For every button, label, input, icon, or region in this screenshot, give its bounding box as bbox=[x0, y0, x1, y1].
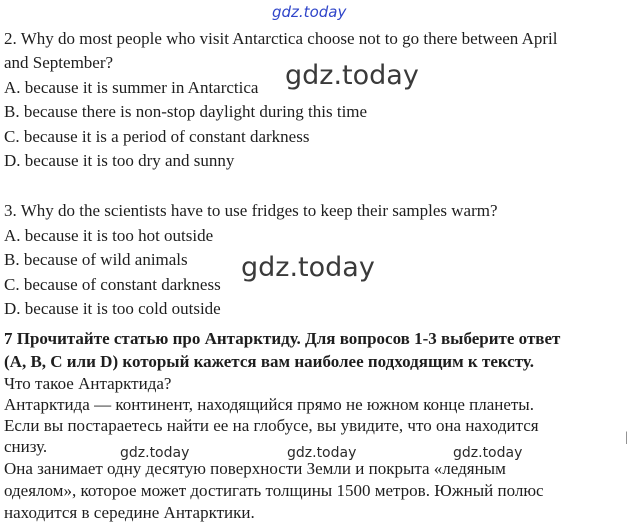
task-7-text-line2: Если вы постараетесь найти ее на глобусе, вы увидите, что она находится bbox=[4, 416, 539, 435]
question-2-option-b: B. because there is non-stop daylight during this time bbox=[4, 102, 368, 121]
question-2-option-c: C. because it is a period of constant darkness bbox=[4, 127, 310, 146]
task-7-text-line1: Антарктида — континент, находящийся прямо не южном конце планеты. bbox=[4, 395, 534, 414]
watermark-mid-1: gdz.today bbox=[285, 60, 419, 91]
task-7-text-line4: Она занимает одну десятую поверхности Земли и покрыта «ледяным bbox=[4, 459, 506, 478]
question-3-option-b: B. because of wild animals bbox=[4, 250, 188, 269]
task-7-text-line6: находится в середине Антарктики. bbox=[4, 503, 255, 522]
watermark-mid-2: gdz.today bbox=[241, 252, 375, 283]
watermark-small-1: gdz.today bbox=[120, 445, 190, 461]
task-7-text-line3: снизу. bbox=[4, 437, 48, 456]
task-7-heading-line1: 7 Прочитайте статью про Антарктиду. Для вопросов 1-3 выберите ответ bbox=[4, 329, 561, 348]
question-3-option-a: A. because it is too hot outside bbox=[4, 226, 214, 245]
task-7-subtitle: Что такое Антарктида? bbox=[4, 374, 172, 393]
question-2-text-line2: and September? bbox=[4, 53, 114, 72]
edge-mark: | bbox=[625, 430, 628, 445]
task-7-heading-line2: (A, B, C или D) который кажется вам наиболее подходящим к тексту. bbox=[4, 352, 534, 371]
watermark-small-3: gdz.today bbox=[453, 445, 523, 461]
task-7-text-line5: одеялом», которое может достигать толщины 1500 метров. Южный полюс bbox=[4, 481, 544, 500]
watermark-top: gdz.today bbox=[272, 3, 347, 21]
watermark-small-2: gdz.today bbox=[287, 445, 357, 461]
question-3-option-c: C. because of constant darkness bbox=[4, 275, 221, 294]
question-3-option-d: D. because it is too cold outside bbox=[4, 299, 221, 318]
question-2-text-line1: 2. Why do most people who visit Antarctica choose not to go there between April bbox=[4, 29, 558, 48]
question-3-text: 3. Why do the scientists have to use fridges to keep their samples warm? bbox=[4, 201, 498, 220]
question-2-option-a: A. because it is summer in Antarctica bbox=[4, 78, 259, 97]
question-2-option-d: D. because it is too dry and sunny bbox=[4, 151, 235, 170]
